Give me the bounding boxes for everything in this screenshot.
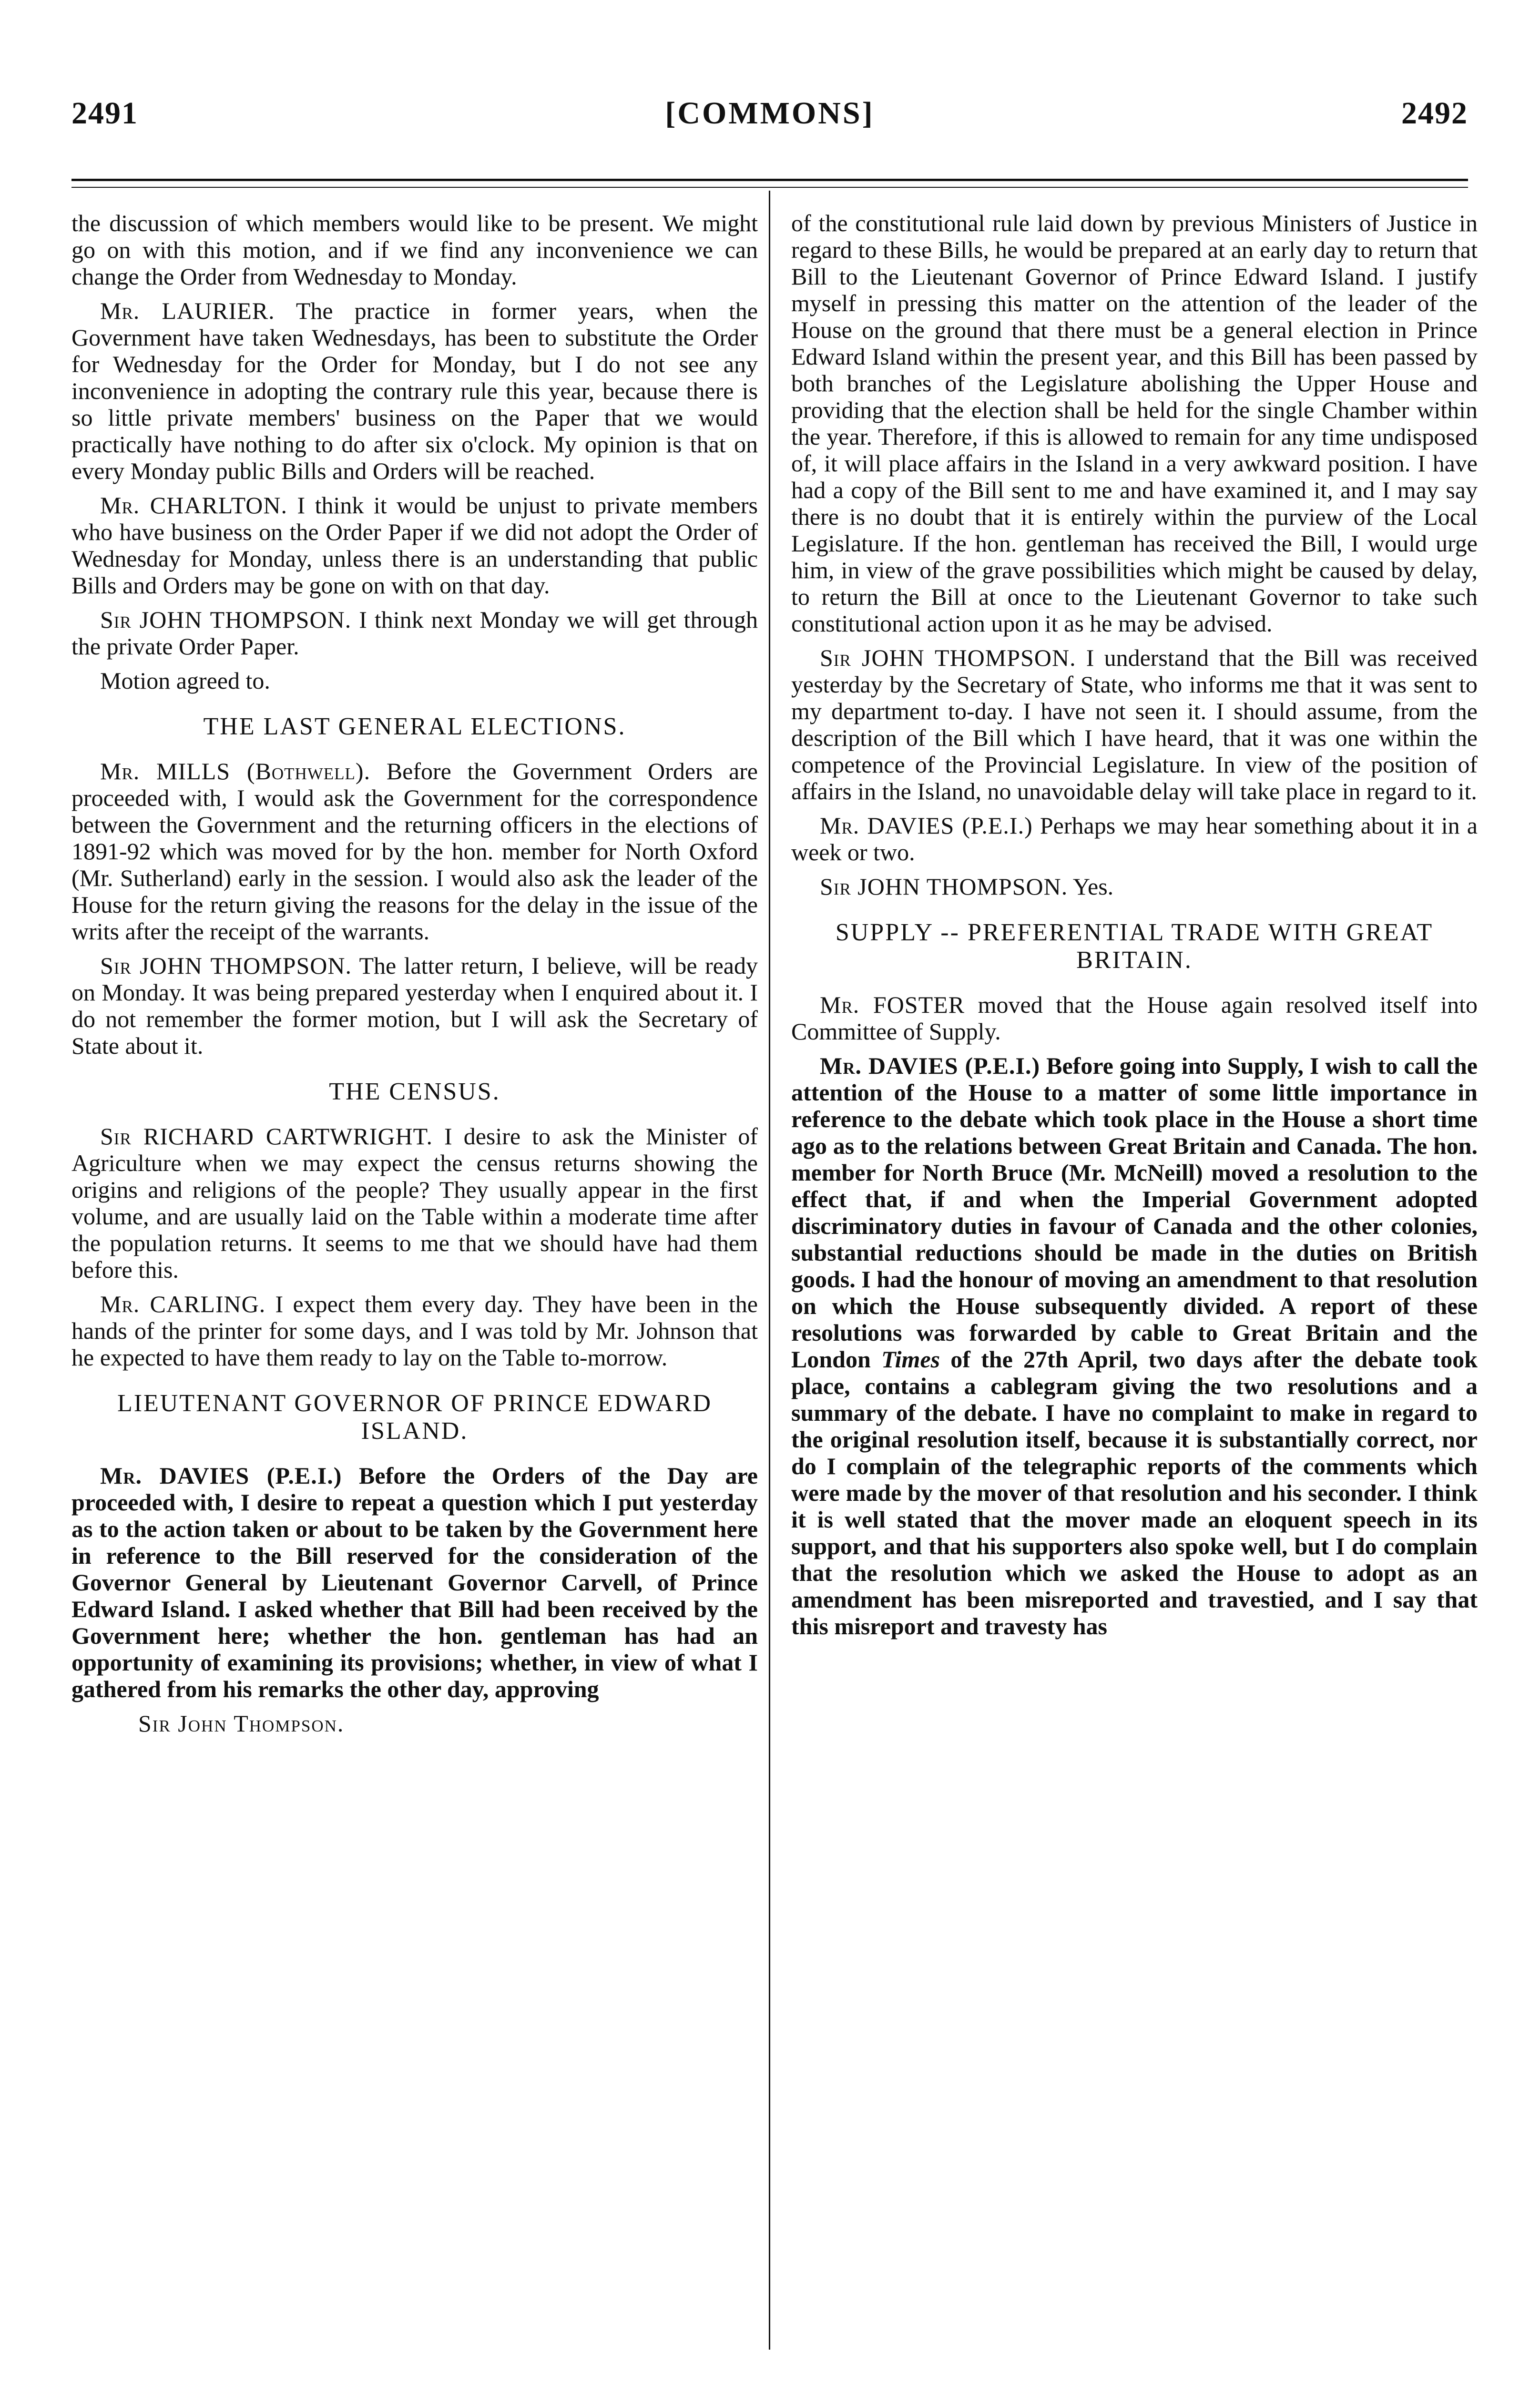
speech-text: Yes. [1068, 873, 1114, 900]
paragraph [71, 758, 758, 945]
section-heading: SUPPLY -- PREFERENTIAL TRADE WITH GREAT BRITAIN. [835, 919, 1434, 974]
page-number-left: 2491 [71, 96, 138, 131]
speaker-name: Mr. DAVIES (P.E.I.) [820, 812, 1033, 839]
header-rule-thin [71, 187, 1468, 188]
speech-text: The latter return, I believe, will be ready on Monday. It was being prepared yesterday when I enquired about it. I do not remember the former motion, but I will ask the Secretary of State about it. [71, 952, 758, 1059]
paragraph [791, 644, 1478, 805]
right-column [791, 210, 1478, 2383]
speaker-name: Mr. DAVIES (P.E.I.) [100, 1462, 342, 1489]
speech-text: Before the Government Orders are proceeded with, I would ask the Government for the correspondence between the Government and the returning officers in the elections of 1891-92 which was moved for by the hon. member for North Oxford (Mr. Sutherland) early in the session. I would also ask the leader of the House for the return giving the reasons for the delay in the issue of the writs after the receipt of the warrants. [71, 758, 758, 945]
speech-text: The practice in former years, when the Government have taken Wednesdays, has been to substitute the Order for Wednesday for the Order for Monday, but I do not see any inconvenience in adopting the contrary rule this year, because there is so little private members' business on the Paper that we would practically have nothing to do after six o'clock. My opinion is that on every Monday public Bills and Orders will be reached. [71, 297, 758, 484]
left-column [71, 210, 758, 2383]
paragraph: of the constitutional rule laid down by previous Ministers of Justice in regard to these Bills, he would be prepared at an early day to return that Bill to the Lieutenant Governor of Prince Edward Island. I justify myself in pressing this matter on the attention of the leader of the House on the ground that there must be a general election in Prince Edward Island within the present year, and this Bill has been passed by both branches of the Legislature abolishing the Upper House and providing that the election shall be held for the single Chamber within the year. Therefore, if this is allowed to remain for any time undisposed of, it will place affairs in the Island in a very awkward position. I have had a copy of the Bill sent to me and have examined it, and I may say there is no doubt that it is entirely within the purview of the Local Legislature. If the hon. gentleman has received the Bill, I would urge him, in view of the grave possibilities which might be caused by delay, to return the Bill at once to the Lieutenant Governor to take such constitutional action upon it as he may be advised. [791, 210, 1478, 637]
speaker-name: Mr. FOSTER [820, 991, 965, 1018]
newspaper-title: Times [881, 1346, 940, 1373]
speaker-name: Sir JOHN THOMPSON. [820, 873, 1068, 900]
speaker-name: Mr. DAVIES (P.E.I.) [820, 1052, 1040, 1079]
paragraph [791, 991, 1478, 1045]
speech-text: I understand that the Bill was received yesterday by the Secretary of State, who informs me that it was sent to my department to-day. I have not seen it. I should assume, from the description of the Bill which I have heard, that it was one within the competence of the Provincial Legislature. In view of the position of affairs in the Island, no unavoidable delay will take place in regard to it. [791, 644, 1478, 805]
paragraph [791, 812, 1478, 866]
paragraph [791, 873, 1478, 900]
speech-text: I desire to ask the Minister of Agriculture when we may expect the census returns showing the origins and religions of the people? They usually appear in the first volume, and are usually laid on the Table within a moderate time after the population returns. It seems to me that we should have had them before this. [71, 1123, 758, 1283]
signature-line: Sir John Thompson. [138, 1710, 345, 1737]
header-rule [71, 179, 1468, 181]
section-heading: THE CENSUS. [329, 1078, 500, 1105]
running-title: [COMMONS] [665, 96, 875, 131]
page-number-right: 2492 [1401, 96, 1468, 131]
speech-text: Before going into Supply, I wish to call the attention of the House to a matter of some little importance in reference to the debate which took place in the House a short time ago as to the relations between Great Britain and Canada. The hon. member for North Bruce (Mr. McNeill) moved a resolution to the effect that, if and when the Imperial Government adopted discriminatory duties in favour of Canada and the other colonies, substantial reductions should be made in the duties on British goods. I had the honour of moving an amendment to that resolution on which the House subsequently divided. A report of these resolutions was forwarded by cable to Great Britain and the London [791, 1052, 1478, 1373]
paragraph [71, 606, 758, 660]
paragraph [71, 1462, 758, 1702]
paragraph: Motion agreed to. [100, 667, 270, 694]
speech-text: I think it would be unjust to private members who have business on the Order Paper if we did not adopt the Order of Wednesday for Monday, unless there is an understanding that public Bills and Orders may be gone on with on that day. [71, 492, 758, 599]
speech-text: Perhaps we may hear something about it in a week or two. [791, 812, 1478, 866]
paragraph [71, 1291, 758, 1371]
paragraph [71, 952, 758, 1059]
speaker-name: Mr. MILLS (Bothwell). [100, 758, 371, 784]
paragraph [71, 1123, 758, 1283]
paragraph [791, 1052, 1478, 1640]
speaker-name: Mr. CHARLTON. [100, 492, 288, 519]
paragraph [71, 297, 758, 484]
section-heading: LIEUTENANT GOVERNOR OF PRINCE EDWARD ISLAND. [117, 1390, 713, 1445]
page-header [71, 95, 1468, 148]
speaker-name: Sir RICHARD CARTWRIGHT. [100, 1123, 433, 1150]
section-heading: THE LAST GENERAL ELECTIONS. [203, 713, 626, 740]
speaker-name: Sir JOHN THOMPSON. [100, 952, 352, 979]
speech-text: Before the Orders of the Day are proceeded with, I desire to repeat a question which I put yesterday as to the action taken or about to be taken by the Government here in reference to the Bill reserved for the consideration of the Governor General by Lieutenant Governor Carvell, of Prince Edward Island. I asked whether that Bill had been received by the Government here; whether the hon. gentleman has had an opportunity of examining its provisions; whether, in view of what I gathered from his remarks the other day, approving [71, 1462, 758, 1702]
column-divider [769, 191, 770, 2350]
speaker-name: Sir JOHN THOMPSON. [820, 644, 1076, 671]
speech-text: I expect them every day. They have been in the hands of the printer for some days, and I was told by Mr. Johnson that he expected to have them ready to lay on the Table to-morrow. [71, 1291, 758, 1371]
speaker-name: Mr. CARLING. [100, 1291, 266, 1317]
paragraph [71, 492, 758, 599]
speaker-name: Sir JOHN THOMPSON. [100, 606, 352, 633]
speech-text: of the 27th April, two days after the debate took place, contains a cablegram giving the two resolutions and a summary of the debate. I have no complaint to make in regard to the original resolution itself, because it is substantially correct, nor do I complain of the telegraphic reports of the comments which were made by the mover of that resolution and his seconder. I think it is well stated that the mover made an eloquent speech in its support, and that his supporters also spoke well, but I do complain that the resolution which we asked the House to adopt as an amendment has been misreported and travestied, and I say that this misreport and travesty has [791, 1346, 1478, 1640]
speech-text: I think next Monday we will get through the private Order Paper. [71, 606, 758, 660]
speaker-name: Mr. LAURIER. [100, 297, 275, 324]
paragraph: the discussion of which members would like to be present. We might go on with this motion, and if we find any inconvenience we can change the Order from Wednesday to Monday. [71, 210, 758, 290]
speech-text: moved that the House again resolved itself into Committee of Supply. [791, 991, 1478, 1045]
